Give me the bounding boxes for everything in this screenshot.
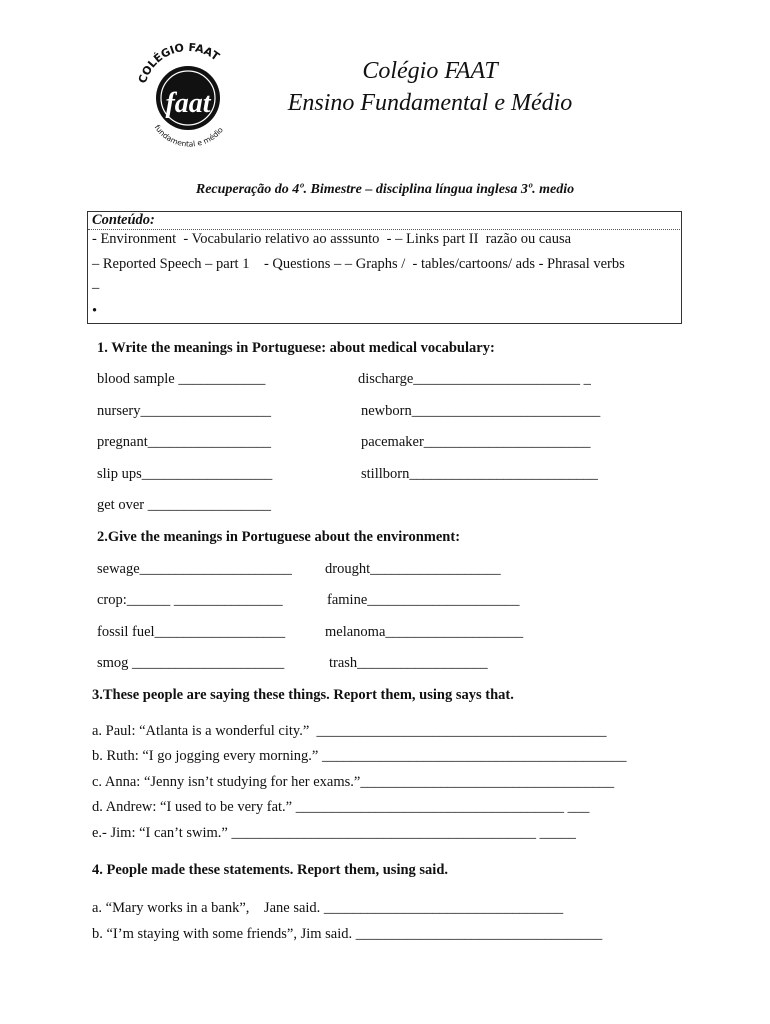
- report-item: d. Andrew: “I used to be very fat.” _____________________________________ ___: [92, 799, 590, 815]
- vocab-item: pacemaker_______________________: [361, 434, 591, 450]
- content-line-3: –: [92, 280, 100, 296]
- report-item: e.- Jim: “I can’t swim.” __________________________________________ _____: [92, 825, 576, 841]
- school-level: Ensino Fundamental e Médio: [287, 90, 573, 116]
- vocab-item: fossil fuel__________________: [97, 624, 286, 640]
- section4-heading: 4. People made these statements. Report them, using said.: [92, 862, 449, 878]
- svg-text:COLÉGIO FAAT: COLÉGIO FAAT: [135, 40, 222, 86]
- report-item: a. “Mary works in a bank”, Jane said. _________________________________: [92, 900, 564, 916]
- svg-text:fundamental e médio: fundamental e médio: [152, 123, 225, 149]
- content-bullet: •: [92, 303, 98, 319]
- vocab-item: drought__________________: [325, 561, 501, 577]
- vocab-item: stillborn__________________________: [361, 466, 598, 482]
- vocab-item: famine_____________________: [327, 592, 520, 608]
- report-item: c. Anna: “Jenny isn’t studying for her exams.”___________________________________: [92, 774, 615, 790]
- report-item: a. Paul: “Atlanta is a wonderful city.” ________________________________________: [92, 723, 607, 739]
- section1-heading: 1. Write the meanings in Portuguese: about medical vocabulary:: [97, 340, 495, 356]
- vocab-item: newborn__________________________: [361, 403, 601, 419]
- school-name: Colégio FAAT: [362, 58, 498, 84]
- svg-text:faat: faat: [165, 88, 211, 119]
- vocab-item: sewage_____________________: [97, 561, 292, 577]
- vocab-item: smog _____________________: [97, 655, 285, 671]
- vocab-item: get over _________________: [97, 497, 271, 513]
- vocab-item: discharge_______________________ _: [358, 371, 591, 387]
- section2-heading: 2.Give the meanings in Portuguese about the environment:: [97, 529, 461, 545]
- vocab-item: pregnant_________________: [97, 434, 271, 450]
- section3-heading: 3.These people are saying these things. Report them, using says that.: [92, 687, 514, 703]
- content-label: Conteúdo:: [92, 212, 155, 228]
- school-logo: [128, 40, 248, 150]
- vocab-item: nursery__________________: [97, 403, 271, 419]
- content-line-2: – Reported Speech – part 1 - Questions – – Graphs / - tables/cartoons/ ads - Phrasal verbs: [92, 256, 625, 272]
- vocab-item: blood sample ____________: [97, 371, 266, 387]
- worksheet-subtitle: Recuperação do 4º. Bimestre – disciplina língua inglesa 3º. medio: [195, 182, 575, 197]
- vocab-item: melanoma___________________: [325, 624, 524, 640]
- content-line-1: - Environment - Vocabulario relativo ao asssunto - – Links part II razão ou causa: [92, 231, 572, 247]
- vocab-item: slip ups__________________: [97, 466, 273, 482]
- report-item: b. Ruth: “I go jogging every morning.” __________________________________________: [92, 748, 627, 764]
- vocab-item: crop:______ _______________: [97, 592, 283, 608]
- content-box-divider: [88, 229, 680, 230]
- vocab-item: trash__________________: [329, 655, 488, 671]
- report-item: b. “I’m staying with some friends”, Jim said. __________________________________: [92, 926, 603, 942]
